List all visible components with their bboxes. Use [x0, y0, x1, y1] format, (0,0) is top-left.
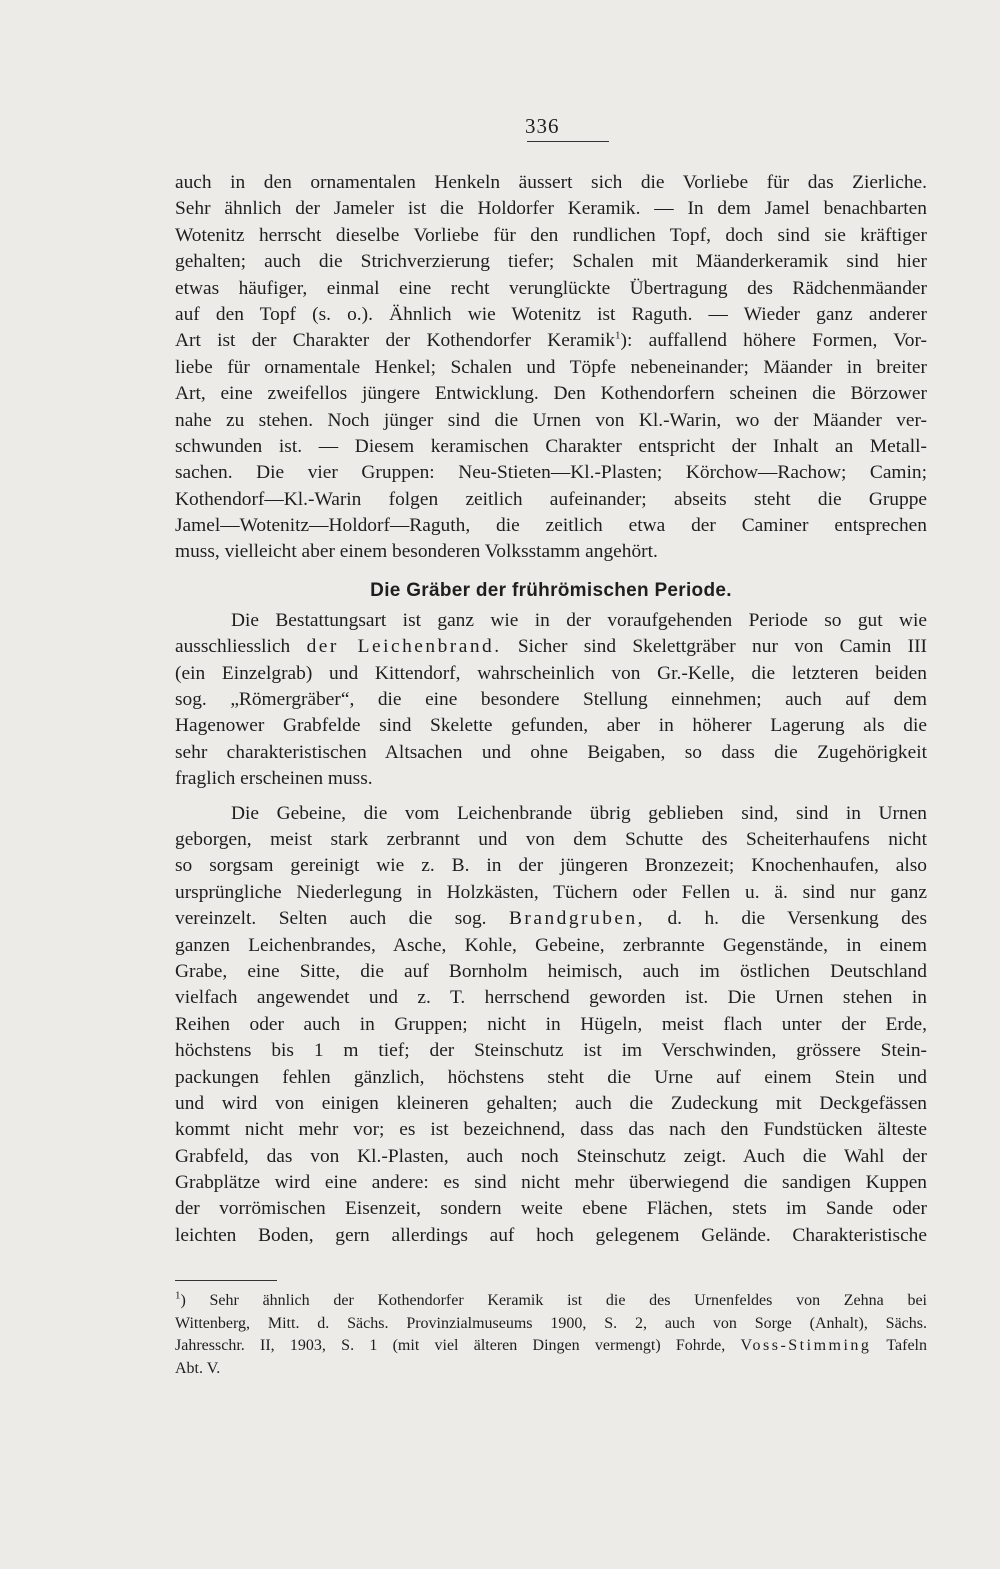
paragraph-2 — [175, 608, 927, 793]
text-line: kommt nicht mehr vor; es ist bezeichnend, dass das nach den Fundstücken älteste — [175, 1119, 927, 1141]
spaced-emphasis: Voss-Stimming — [740, 1337, 872, 1355]
text-line: Hagenower Grabfelde sind Skelette gefunden, aber in höherer Lagerung als die — [175, 715, 927, 737]
text-line: Grabe, eine Sitte, die auf Bornholm heimisch, auch im östlichen Deutschland — [175, 960, 927, 982]
text-line: leichten Boden, gern allerdings auf hoch gelegenem Gelände. Charakteristische — [175, 1224, 927, 1246]
footnote-line: Abt. V. — [175, 1360, 221, 1378]
text-line: Wotenitz herrscht dieselbe Vorliebe für den rundlichen Topf, doch sind sie kräftiger — [175, 224, 927, 246]
text-line-spaced — [175, 634, 927, 660]
text-line: auch in den ornamentalen Henkeln äussert sich die Vorliebe für das Zierliche. — [175, 172, 927, 193]
section-heading: Die Gräber der frührömischen Periode. — [370, 579, 732, 601]
text-line: sachen. Die vier Gruppen: Neu-Stieten—Kl.-Plasten; Körchow—Rachow; Camin; — [175, 462, 927, 484]
paragraph-3 — [175, 801, 927, 1250]
paragraph-1 — [175, 170, 927, 566]
spaced-emphasis: der Leichenbrand. — [306, 636, 502, 658]
text-line: auf den Topf (s. o.). Ähnlich wie Wotenitz ist Raguth. — Wieder ganz anderer — [175, 303, 927, 325]
body-text — [175, 170, 927, 1249]
text-line: sehr charakteristischen Altsachen und ohne Beigaben, so dass die Zugehörigkeit — [175, 741, 927, 763]
text-segment: d. h. die Versenkung des — [645, 908, 927, 930]
text-segment: Art ist der Charakter der Kothendorfer Keramik — [175, 330, 616, 352]
text-line-with-footnote — [175, 328, 927, 354]
footnote — [175, 1290, 927, 1381]
text-line: gehalten; auch die Strichverzierung tiefer; Schalen mit Mäanderkeramik sind hier — [175, 251, 927, 273]
text-line: Reihen oder auch in Gruppen; nicht in Hügeln, meist flach unter der Erde, — [175, 1013, 927, 1035]
text-line: Kothendorf—Kl.-Warin folgen zeitlich aufeinander; abseits steht die Gruppe — [175, 488, 927, 510]
text-segment: ausschliesslich — [175, 636, 307, 658]
text-segment: ) Sehr ähnlich der Kothendorfer Keramik ist die des Urnenfeldes von Zehna bei — [180, 1292, 927, 1309]
text-line: vielfach angewendet und z. T. herrschend geworden ist. Die Urnen stehen in — [175, 987, 927, 1009]
text-line: Die Bestattungsart ist ganz wie in der voraufgehenden Periode so gut wie — [231, 609, 927, 631]
text-line: ursprüngliche Niederlegung in Holzkästen, Tüchern oder Fellen u. ä. sind nur ganz — [175, 881, 927, 903]
footnote-line-spaced — [175, 1335, 927, 1358]
text-line: fraglich erscheinen muss. — [175, 768, 373, 790]
text-line: so sorgsam gereinigt wie z. B. in der jüngeren Bronzezeit; Knochenhaufen, also — [175, 855, 927, 877]
text-line: ganzen Leichenbrandes, Asche, Kohle, Gebeine, zerbrannte Gegenstände, in einem — [175, 934, 927, 956]
text-line: sog. „Römergräber“, die eine besondere Stellung einnehmen; auch auf dem — [175, 689, 927, 711]
text-line: Art, eine zweifellos jüngere Entwicklung. Den Kothendorfern scheinen die Börzower — [175, 383, 927, 405]
text-segment: Sicher sind Skelettgräber nur von Camin III — [501, 636, 928, 658]
footnote-rule — [175, 1280, 277, 1281]
text-segment: Jahresschr. II, 1903, S. 1 (mit viel älteren Dingen vermengt) Fohrde, — [175, 1337, 741, 1355]
text-segment: Tafeln — [871, 1337, 928, 1355]
footnote-marker: 1 — [615, 329, 621, 342]
paragraph-gap — [175, 793, 927, 801]
text-line: muss, vielleicht aber einem besonderen Volksstamm angehört. — [175, 541, 658, 563]
page-number-rule — [527, 141, 609, 142]
text-line: schwunden ist. — Diesem keramischen Charakter entspricht der Inhalt an Metall- — [175, 435, 927, 457]
text-line: packungen fehlen gänzlich, höchstens steht die Urne auf einem Stein und — [175, 1066, 927, 1088]
text-line: der vorrömischen Eisenzeit, sondern weite ebene Flächen, stets im Sande oder — [175, 1198, 927, 1220]
text-segment: ): auffallend höhere Formen, Vor- — [620, 330, 927, 352]
footnote-marker: 1 — [175, 1289, 181, 1302]
text-line-spaced — [175, 906, 927, 932]
spaced-emphasis: Brandgruben, — [508, 908, 646, 930]
text-line: geborgen, meist stark zerbrannt und von dem Schutte des Scheiterhaufens nicht — [175, 828, 927, 850]
footnote-line — [175, 1290, 927, 1313]
text-line: Sehr ähnlich der Jameler ist die Holdorfer Keramik. — In dem Jamel benachbarten — [175, 198, 927, 220]
text-line: Grabfeld, das von Kl.-Plasten, auch noch Steinschutz zeigt. Auch die Wahl der — [175, 1145, 927, 1167]
text-line: nahe zu stehen. Noch jünger sind die Urnen von Kl.-Warin, wo der Mäander ver- — [175, 409, 927, 431]
text-line: Jamel—Wotenitz—Holdorf—Raguth, die zeitlich etwa der Caminer entsprechen — [175, 515, 927, 537]
page-number: 336 — [525, 114, 560, 138]
footnote-line: Wittenberg, Mitt. d. Sächs. Provinzialmuseums 1900, S. 2, auch von Sorge (Anhalt), Sächs. — [175, 1314, 927, 1332]
text-line: liebe für ornamentale Henkel; Schalen und Töpfe nebeneinander; Mäander in breiter — [175, 356, 927, 378]
text-segment: vereinzelt. Selten auch die sog. — [175, 908, 509, 930]
text-line: etwas häufiger, einmal eine recht verunglückte Übertragung des Rädchenmäander — [175, 277, 927, 299]
text-line: (ein Einzelgrab) und Kittendorf, wahrscheinlich von Gr.-Kelle, die letzteren beiden — [175, 662, 927, 684]
text-line: Die Gebeine, die vom Leichenbrande übrig geblieben sind, sind in Urnen — [231, 802, 927, 824]
text-line: und wird von einigen kleineren gehalten; auch die Zudeckung mit Deckgefässen — [175, 1092, 927, 1114]
text-line: Grabplätze wird eine andere: es sind nicht mehr überwiegend die sandigen Kuppen — [175, 1172, 927, 1194]
text-line: höchstens bis 1 m tief; der Steinschutz ist im Verschwinden, grössere Stein- — [175, 1040, 927, 1062]
